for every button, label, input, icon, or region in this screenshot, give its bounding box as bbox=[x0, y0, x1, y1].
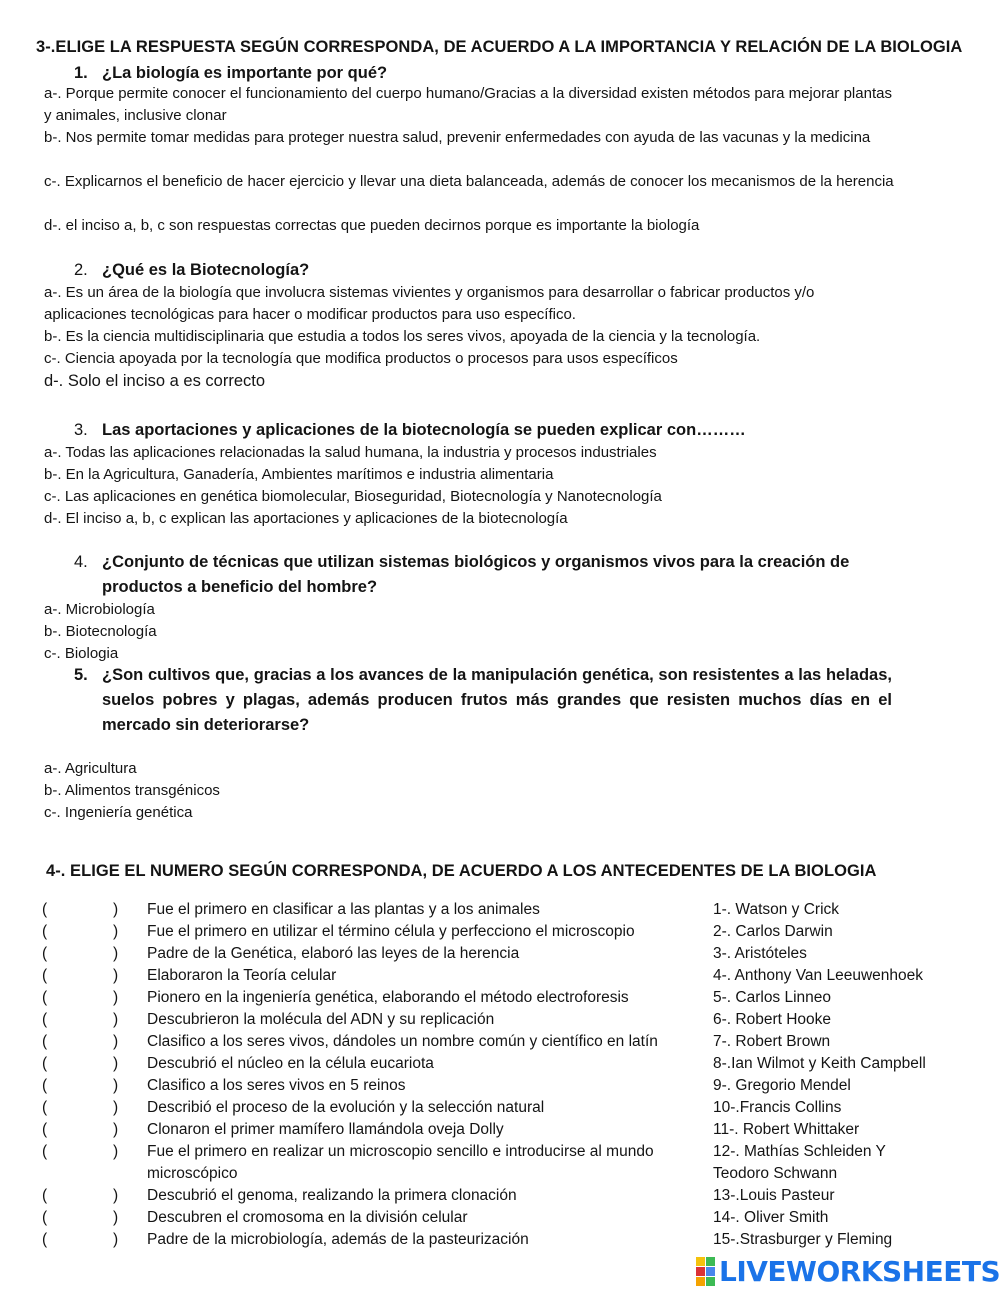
answer-blank-close: ) bbox=[113, 1077, 119, 1094]
question-5 bbox=[74, 663, 894, 738]
q1-option-b: b-. Nos permite tomar medidas para proteger nuestra salud, prevenir enfermedades con ayuda de las vacunas y la medicina bbox=[44, 129, 871, 146]
answer-option: 13-.Louis Pasteur bbox=[713, 1187, 835, 1204]
statement: Descubrieron la molécula del ADN y su replicación bbox=[147, 1011, 495, 1028]
answer-blank-open[interactable]: ( bbox=[42, 1099, 48, 1116]
section4-title: 4-. ELIGE EL NUMERO SEGÚN CORRESPONDA, DE ACUERDO A LOS ANTECEDENTES DE LA BIOLOGIA bbox=[46, 862, 877, 880]
answer-blank-open[interactable]: ( bbox=[42, 945, 48, 962]
answer-blank-open[interactable]: ( bbox=[42, 967, 48, 984]
section3-title: 3-.ELIGE LA RESPUESTA SEGÚN CORRESPONDA, DE ACUERDO A LA IMPORTANCIA Y RELACIÓN DE LA BIOLOGIA bbox=[36, 38, 963, 56]
statement: Clonaron el primer mamífero llamándola oveja Dolly bbox=[147, 1121, 504, 1138]
answer-option: 1-. Watson y Crick bbox=[713, 901, 840, 918]
answer-option: 7-. Robert Brown bbox=[713, 1033, 831, 1050]
q2-option-a: a-. Es un área de la biología que involucra sistemas vivientes y organismos para desarrollar o fabricar productos y/o aplicaciones tecnológicas para hacer o modificar productos para uso específico. bbox=[44, 284, 815, 323]
statement: Pionero en la ingeniería genética, elaborando el método electroforesis bbox=[147, 989, 629, 1006]
question-number: 2. bbox=[74, 261, 88, 279]
answer-option: 9-. Gregorio Mendel bbox=[713, 1077, 851, 1094]
answer-blank-close: ) bbox=[113, 945, 119, 962]
answer-option: 2-. Carlos Darwin bbox=[713, 923, 833, 940]
answer-blank-open[interactable]: ( bbox=[42, 1187, 48, 1204]
statement: Elaboraron la Teoría celular bbox=[147, 967, 337, 984]
answer-blank-close: ) bbox=[113, 1099, 119, 1116]
q3-option-a: a-. Todas las aplicaciones relacionadas la salud humana, la industria y procesos industriales bbox=[44, 444, 657, 461]
answer-option: 14-. Oliver Smith bbox=[713, 1209, 829, 1226]
answer-blank-close: ) bbox=[113, 1011, 119, 1028]
q5-option-b: b-. Alimentos transgénicos bbox=[44, 782, 220, 799]
answer-option: 8-.Ian Wilmot y Keith Campbell bbox=[713, 1055, 926, 1072]
question-number: 1. bbox=[74, 64, 88, 82]
statement: Fue el primero en utilizar el término célula y perfecciono el microscopio bbox=[147, 923, 635, 940]
statement: Fue el primero en realizar un microscopio sencillo e introducirse al mundo microscópico bbox=[147, 1143, 654, 1182]
statement: Fue el primero en clasificar a las plantas y a los animales bbox=[147, 901, 540, 918]
statement: Descubrió el núcleo en la célula eucariota bbox=[147, 1055, 434, 1072]
logo-block bbox=[706, 1267, 715, 1276]
question-4 bbox=[74, 550, 894, 600]
logo-text: LIVEWORKSHEETS bbox=[719, 1254, 1000, 1288]
statement: Clasifico a los seres vivos en 5 reinos bbox=[147, 1077, 406, 1094]
q2-option-d: d-. Solo el inciso a es correcto bbox=[44, 372, 266, 390]
logo-block bbox=[696, 1267, 705, 1276]
answer-blank-close: ) bbox=[113, 989, 119, 1006]
liveworksheets-logo bbox=[696, 1256, 1000, 1286]
q1-option-c: c-. Explicarnos el beneficio de hacer ejercicio y llevar una dieta balanceada, además de conocer los mecanismos de la herencia bbox=[44, 173, 894, 190]
answer-option: 11-. Robert Whittaker bbox=[713, 1121, 860, 1138]
q1-option-a: a-. Porque permite conocer el funcionamiento del cuerpo humano/Gracias a la diversidad existen métodos para mejorar plantas y animales, inclusive clonar bbox=[44, 85, 892, 124]
statement: Clasifico a los seres vivos, dándoles un nombre común y científico en latín bbox=[147, 1033, 658, 1050]
question-text: Las aportaciones y aplicaciones de la biotecnología se pueden explicar con……… bbox=[102, 421, 746, 439]
answer-blank-close: ) bbox=[113, 1143, 119, 1160]
answer-blank-open[interactable]: ( bbox=[42, 989, 48, 1006]
answer-blank-open[interactable]: ( bbox=[42, 1209, 48, 1226]
answer-blank-close: ) bbox=[113, 901, 119, 918]
statement: Padre de la Genética, elaboró las leyes de la herencia bbox=[147, 945, 520, 962]
statement: Padre de la microbiología, además de la pasteurización bbox=[147, 1231, 529, 1248]
answer-option: 6-. Robert Hooke bbox=[713, 1011, 832, 1028]
answer-option: 15-.Strasburger y Fleming bbox=[713, 1231, 893, 1248]
q3-option-c: c-. Las aplicaciones en genética biomolecular, Bioseguridad, Biotecnología y Nanotecnología bbox=[44, 488, 662, 505]
answer-blank-close: ) bbox=[113, 1121, 119, 1138]
answer-option: 10-.Francis Collins bbox=[713, 1099, 842, 1116]
logo-blocks-icon bbox=[696, 1257, 715, 1286]
q3-option-b: b-. En la Agricultura, Ganadería, Ambientes marítimos e industria alimentaria bbox=[44, 466, 554, 483]
answer-blank-open[interactable]: ( bbox=[42, 1055, 48, 1072]
q2-option-c: c-. Ciencia apoyada por la tecnología que modifica productos o procesos para usos específicos bbox=[44, 350, 678, 367]
answer-blank-open[interactable]: ( bbox=[42, 1011, 48, 1028]
q5-option-a: a-. Agricultura bbox=[44, 760, 137, 777]
answer-blank-open[interactable]: ( bbox=[42, 1077, 48, 1094]
logo-block bbox=[696, 1257, 705, 1266]
answer-option: 3-. Aristóteles bbox=[713, 945, 807, 962]
statement: Describió el proceso de la evolución y la selección natural bbox=[147, 1099, 545, 1116]
statement: Descubren el cromosoma en la división celular bbox=[147, 1209, 468, 1226]
question-number: 4. bbox=[74, 553, 88, 571]
answer-option: 12-. Mathías Schleiden Y Teodoro Schwann bbox=[713, 1143, 886, 1182]
answer-blank-close: ) bbox=[113, 1209, 119, 1226]
answer-blank-open[interactable]: ( bbox=[42, 1033, 48, 1050]
question-text: ¿Conjunto de técnicas que utilizan sistemas biológicos y organismos vivos para la creación de productos a beneficio del hombre? bbox=[102, 553, 850, 596]
statement: Descubrió el genoma, realizando la primera clonación bbox=[147, 1187, 517, 1204]
question-number: 5. bbox=[74, 666, 88, 684]
answer-blank-open[interactable]: ( bbox=[42, 923, 48, 940]
answer-blank-open[interactable]: ( bbox=[42, 1121, 48, 1138]
q4-option-c: c-. Biologia bbox=[44, 645, 119, 662]
question-text: ¿La biología es importante por qué? bbox=[102, 64, 388, 82]
q2-option-b: b-. Es la ciencia multidisciplinaria que estudia a todos los seres vivos, apoyada de la ciencia y la tecnología. bbox=[44, 328, 761, 345]
answer-blank-open[interactable]: ( bbox=[42, 901, 48, 918]
answer-option: 4-. Anthony Van Leeuwenhoek bbox=[713, 967, 923, 984]
q1-option-d: d-. el inciso a, b, c son respuestas correctas que pueden decirnos porque es importante la biología bbox=[44, 217, 700, 234]
q4-option-a: a-. Microbiología bbox=[44, 601, 155, 618]
answer-blank-open[interactable]: ( bbox=[42, 1143, 48, 1160]
answer-blank-open[interactable]: ( bbox=[42, 1231, 48, 1248]
answer-blank-close: ) bbox=[113, 1187, 119, 1204]
answer-blank-close: ) bbox=[113, 967, 119, 984]
question-text: ¿Son cultivos que, gracias a los avances de la manipulación genética, son resistentes a las heladas, suelos pobres y plagas, además producen frutos más grandes que resisten muchos días en el mercado sin deteriorarse? bbox=[102, 666, 892, 734]
answer-blank-close: ) bbox=[113, 1055, 119, 1072]
q4-option-b: b-. Biotecnología bbox=[44, 623, 157, 640]
answer-blank-close: ) bbox=[113, 923, 119, 940]
logo-block bbox=[706, 1257, 715, 1266]
q5-option-c: c-. Ingeniería genética bbox=[44, 804, 193, 821]
answer-blank-close: ) bbox=[113, 1033, 119, 1050]
answer-option: 5-. Carlos Linneo bbox=[713, 989, 832, 1006]
answer-blank-close: ) bbox=[113, 1231, 119, 1248]
logo-block bbox=[696, 1277, 705, 1286]
q3-option-d: d-. El inciso a, b, c explican las aportaciones y aplicaciones de la biotecnología bbox=[44, 510, 568, 527]
question-number: 3. bbox=[74, 421, 88, 439]
question-text: ¿Qué es la Biotecnología? bbox=[102, 261, 310, 279]
logo-block bbox=[706, 1277, 715, 1286]
